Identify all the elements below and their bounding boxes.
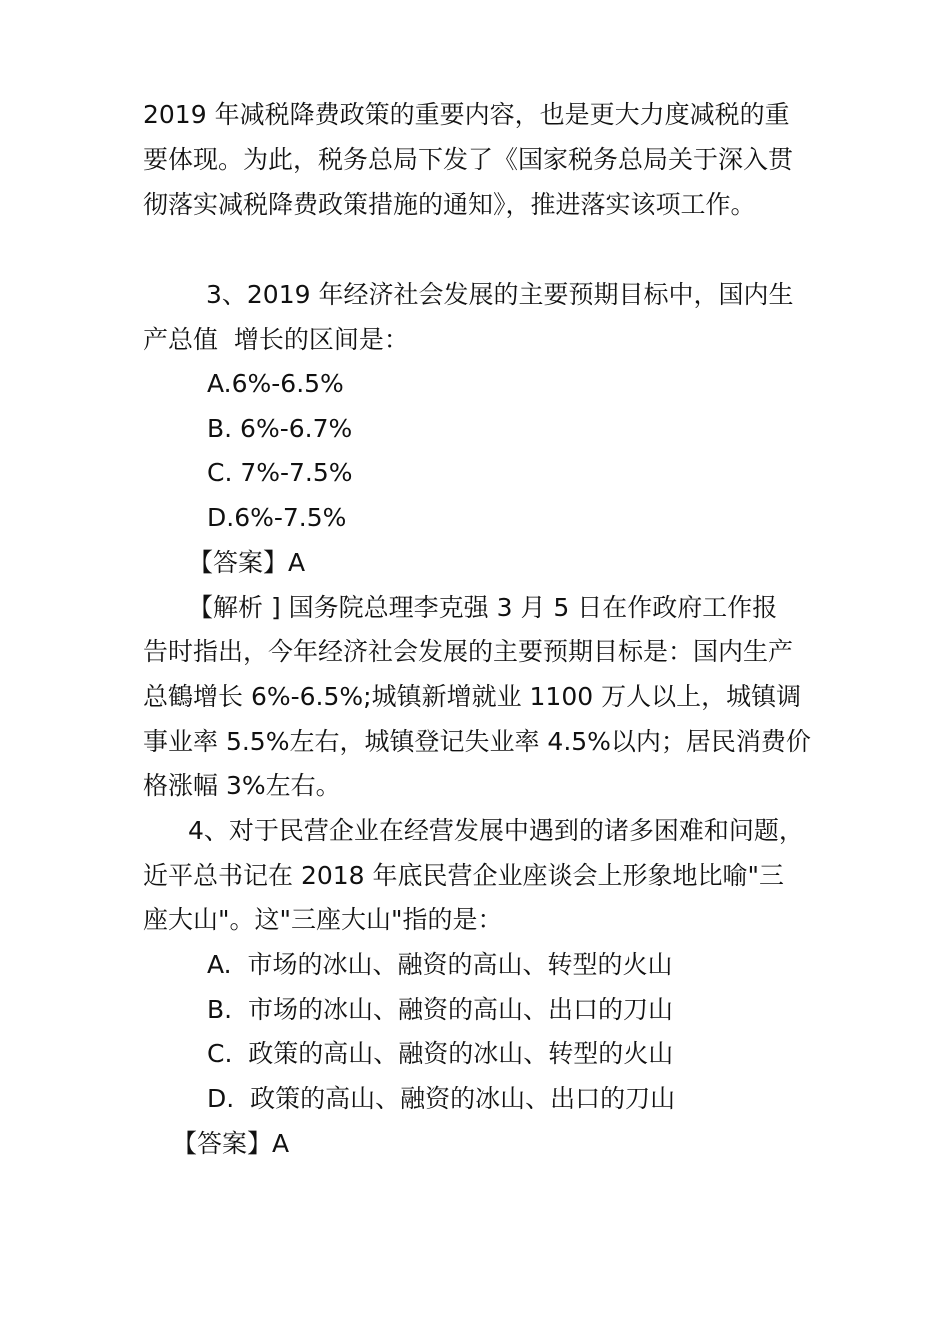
q3-option-c: C. 7%-7.5% bbox=[207, 458, 353, 487]
q3-explanation-line-5: 格涨幅 3%左右。 bbox=[143, 771, 341, 800]
intro-line-1: 2019 年减税降费政策的重要内容，也是更大力度减税的重 bbox=[143, 100, 790, 129]
q4-stem-line-2: 近平总书记在 2018 年底民营企业座谈会上形象地比喻"三 bbox=[143, 861, 785, 890]
q3-explanation-line-2: 告时指出，今年经济社会发展的主要预期目标是：国内生产 bbox=[143, 637, 794, 666]
q4-answer: 【答案】A bbox=[172, 1129, 290, 1158]
q3-stem-line-1: 3、2019 年经济社会发展的主要预期目标中，国内生 bbox=[206, 280, 794, 309]
q3-option-a: A.6%-6.5% bbox=[207, 369, 344, 398]
q4-stem-line-3: 座大山"。这"三座大山"指的是： bbox=[143, 905, 503, 934]
q4-stem-line-1: 4、对于民营企业在经营发展中遇到的诸多困难和问题， bbox=[188, 816, 804, 845]
q3-stem-line-2: 产总值 增长的区间是： bbox=[143, 325, 409, 354]
q3-explanation-line-4: 事业率 5.5%左右，城镇登记失业率 4.5%以内；居民消费价 bbox=[143, 727, 811, 756]
q3-answer: 【答案】A bbox=[188, 548, 306, 577]
intro-line-2: 要体现。为此，税务总局下发了《国家税务总局关于深入贯 bbox=[143, 145, 794, 174]
q3-option-b: B. 6%-6.7% bbox=[207, 414, 353, 443]
q4-option-a: A. 市场的冰山、融资的高山、转型的火山 bbox=[207, 950, 673, 979]
q3-explanation-line-1: 【解析 ] 国务院总理李克强 3 月 5 日在作政府工作报 bbox=[188, 593, 778, 622]
intro-line-3: 彻落实减税降费政策措施的通知》，推进落实该项工作。 bbox=[143, 190, 756, 219]
q3-explanation-line-3: 总鶴增长 6%-6.5%;城镇新增就业 1100 万人以上，城镇调 bbox=[143, 682, 802, 711]
q4-option-d: D. 政策的高山、融资的冰山、出口的刀山 bbox=[207, 1084, 676, 1113]
q4-option-c: C. 政策的高山、融资的冰山、转型的火山 bbox=[207, 1039, 674, 1068]
q3-option-d: D.6%-7.5% bbox=[207, 503, 347, 532]
q4-option-b: B. 市场的冰山、融资的高山、出口的刀山 bbox=[207, 995, 673, 1024]
